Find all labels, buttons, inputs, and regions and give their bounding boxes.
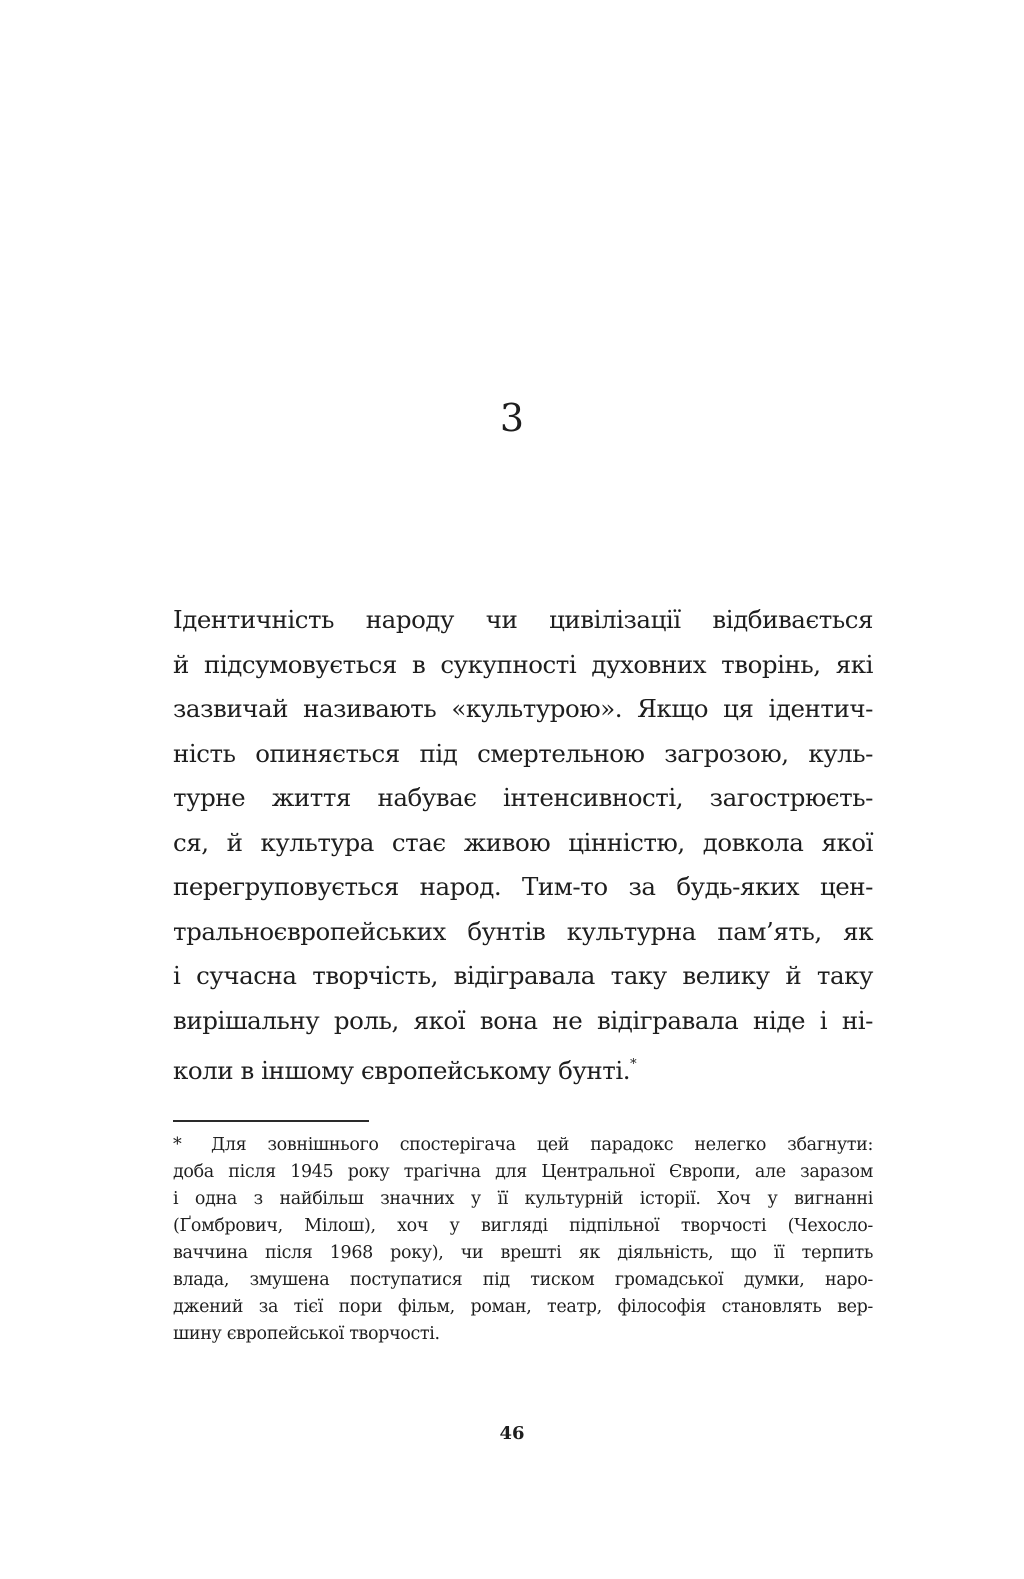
paragraph-line-text: коли в іншому європейському бунті. xyxy=(173,1056,631,1085)
footnote-line: і одна з найбільш значних у її культурній історії. Хоч у вигнанні xyxy=(173,1189,873,1209)
paragraph-last-line xyxy=(173,1043,873,1088)
paragraph-line: Ідентичність народу чи цивілізації відбивається xyxy=(173,605,873,634)
footnote-reference[interactable]: * xyxy=(630,1057,637,1072)
footnote-line: (Ґомбрович, Мілош), хоч у вигляді підпільної творчості (Чехосло- xyxy=(173,1216,873,1236)
footnote-line xyxy=(173,1132,873,1159)
page-number: 46 xyxy=(499,1423,525,1444)
paragraph-line: ність опиняється під смертельною загрозою, куль- xyxy=(173,738,873,768)
paragraph-line: ся, й культура стає живою цінністю, довкола якої xyxy=(173,827,873,857)
footnote-line-text: Для зовнішнього спостерігача цей парадокс нелегко збагнути: xyxy=(211,1135,873,1155)
footnote xyxy=(173,1132,873,1348)
paragraph-line: вирішальну роль, якої вона не відігравала ніде і ні- xyxy=(173,1005,873,1035)
paragraph-line: турне життя набуває інтенсивності, загострюєть- xyxy=(173,783,873,812)
paragraph-line: і сучасна творчість, відігравала таку велику й таку xyxy=(173,961,873,990)
footnote-line: влада, змушена поступатися під тиском громадської думки, наро- xyxy=(173,1270,873,1290)
footnote-line: джений за тієї пори фільм, роман, театр, філософія становлять вер- xyxy=(173,1297,873,1317)
footnote-line: шину європейської творчості. xyxy=(173,1324,440,1344)
paragraph-line: тральноєвропейських бунтів культурна пам’ять, як xyxy=(173,916,873,946)
main-paragraph xyxy=(173,598,873,1088)
paragraph-line: й підсумовується в сукупності духовних творінь, які xyxy=(173,649,873,679)
footnote-marker: * xyxy=(173,1135,182,1155)
paragraph-line: перегруповується народ. Тим-то за будь-яких цен- xyxy=(173,872,873,901)
paragraph-line: зазвичай називають «культурою». Якщо ця ідентич- xyxy=(173,694,873,723)
footnote-line: доба після 1945 року трагічна для Центральної Європи, але заразом xyxy=(173,1162,873,1182)
chapter-number: 3 xyxy=(499,396,525,440)
footnote-divider xyxy=(173,1120,369,1122)
footnote-line: ваччина після 1968 року), чи врешті як діяльність, що її терпить xyxy=(173,1243,873,1263)
